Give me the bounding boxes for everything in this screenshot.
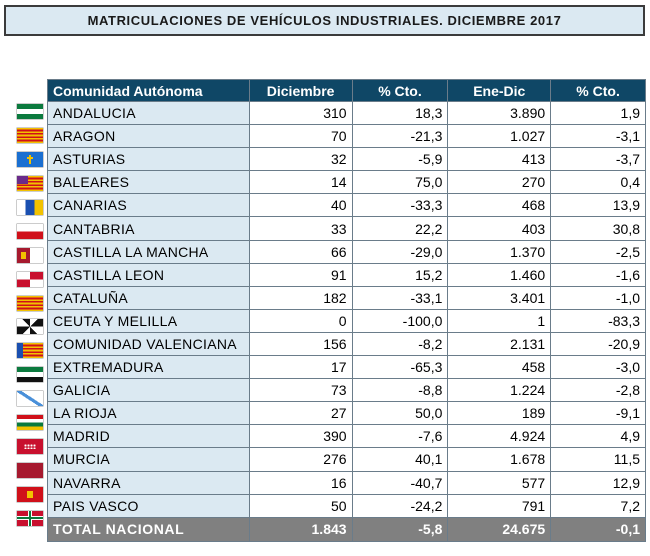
region-name: ASTURIAS [48, 148, 250, 171]
region-name: BALEARES [48, 171, 250, 194]
region-name: CATALUÑA [48, 286, 250, 309]
table-row [48, 332, 646, 355]
pais-vasco-flag-icon [17, 511, 43, 526]
cataluna-flag-icon [17, 296, 43, 311]
valencia-flag-icon [17, 343, 43, 358]
table-row [48, 148, 646, 171]
cto-ene-dic-value: -83,3 [551, 309, 646, 332]
region-name: CANARIAS [48, 194, 250, 217]
table-row [48, 379, 646, 402]
cto-ene-dic-value: -2,5 [551, 240, 646, 263]
ene-dic-value: 577 [448, 471, 551, 494]
table-row [48, 194, 646, 217]
total-diciembre-value: 1.843 [249, 517, 352, 541]
ene-dic-value: 1.678 [448, 448, 551, 471]
region-name: ANDALUCIA [48, 102, 250, 125]
registrations-table [47, 79, 646, 542]
cto-diciembre-value: 22,2 [352, 217, 448, 240]
ene-dic-value: 4.924 [448, 425, 551, 448]
cantabria-flag-icon [17, 224, 43, 239]
diciembre-value: 27 [249, 402, 352, 425]
extremadura-flag-icon [17, 367, 43, 382]
region-name: ARAGON [48, 125, 250, 148]
aragon-flag-icon [17, 128, 43, 143]
ene-dic-value: 458 [448, 356, 551, 379]
region-name: MADRID [48, 425, 250, 448]
flag-column [12, 100, 48, 530]
murcia-flag-icon [17, 463, 43, 478]
cto-diciembre-value: -21,3 [352, 125, 448, 148]
diciembre-value: 66 [249, 240, 352, 263]
total-label: TOTAL NACIONAL [48, 517, 250, 541]
ceuta-melilla-flag-icon [17, 319, 43, 334]
ene-dic-value: 3.401 [448, 286, 551, 309]
andalucia-flag-icon [17, 104, 43, 119]
ene-dic-value: 403 [448, 217, 551, 240]
cto-ene-dic-value: 1,9 [551, 102, 646, 125]
page-title: MATRICULACIONES DE VEHÍCULOS INDUSTRIALES. DICIEMBRE 2017 [87, 13, 562, 28]
cto-ene-dic-value: -3,1 [551, 125, 646, 148]
cto-ene-dic-value: 30,8 [551, 217, 646, 240]
diciembre-value: 390 [249, 425, 352, 448]
ene-dic-value: 189 [448, 402, 551, 425]
ene-dic-value: 791 [448, 494, 551, 517]
diciembre-value: 17 [249, 356, 352, 379]
header-cto-ene-dic: % Cto. [551, 80, 646, 102]
header-diciembre: Diciembre [249, 80, 352, 102]
cto-ene-dic-value: 7,2 [551, 494, 646, 517]
table-row [48, 356, 646, 379]
diciembre-value: 16 [249, 471, 352, 494]
ene-dic-value: 270 [448, 171, 551, 194]
total-cto-ene-dic-value: -0,1 [551, 517, 646, 541]
ene-dic-value: 1.027 [448, 125, 551, 148]
region-name: COMUNIDAD VALENCIANA [48, 332, 250, 355]
total-ene-dic-value: 24.675 [448, 517, 551, 541]
cto-ene-dic-value: -1,6 [551, 263, 646, 286]
cto-diciembre-value: 40,1 [352, 448, 448, 471]
region-name: MURCIA [48, 448, 250, 471]
diciembre-value: 32 [249, 148, 352, 171]
cto-ene-dic-value: 12,9 [551, 471, 646, 494]
table-row [48, 240, 646, 263]
cto-diciembre-value: -100,0 [352, 309, 448, 332]
table-row [48, 448, 646, 471]
la-rioja-flag-icon [17, 415, 43, 430]
ene-dic-value: 1.224 [448, 379, 551, 402]
region-name: CEUTA Y MELILLA [48, 309, 250, 332]
diciembre-value: 73 [249, 379, 352, 402]
cto-ene-dic-value: 11,5 [551, 448, 646, 471]
table-header-row [48, 80, 646, 102]
diciembre-value: 0 [249, 309, 352, 332]
cto-diciembre-value: 18,3 [352, 102, 448, 125]
ene-dic-value: 1 [448, 309, 551, 332]
diciembre-value: 70 [249, 125, 352, 148]
cto-ene-dic-value: 4,9 [551, 425, 646, 448]
diciembre-value: 40 [249, 194, 352, 217]
table-row [48, 309, 646, 332]
diciembre-value: 14 [249, 171, 352, 194]
table-row [48, 402, 646, 425]
cto-diciembre-value: -8,2 [352, 332, 448, 355]
galicia-flag-icon [17, 391, 43, 406]
total-row [48, 517, 646, 541]
table-row [48, 102, 646, 125]
cto-ene-dic-value: -20,9 [551, 332, 646, 355]
region-name: PAIS VASCO [48, 494, 250, 517]
cto-diciembre-value: -7,6 [352, 425, 448, 448]
cto-diciembre-value: -5,9 [352, 148, 448, 171]
diciembre-value: 276 [249, 448, 352, 471]
cto-diciembre-value: -33,3 [352, 194, 448, 217]
table-row [48, 425, 646, 448]
canarias-flag-icon [17, 200, 43, 215]
header-comunidad: Comunidad Autónoma [48, 80, 250, 102]
table-row [48, 125, 646, 148]
diciembre-value: 182 [249, 286, 352, 309]
header-cto-diciembre: % Cto. [352, 80, 448, 102]
region-name: LA RIOJA [48, 402, 250, 425]
asturias-flag-icon [17, 152, 43, 167]
ene-dic-value: 413 [448, 148, 551, 171]
cto-ene-dic-value: 0,4 [551, 171, 646, 194]
table-row [48, 471, 646, 494]
castilla-leon-flag-icon [17, 272, 43, 287]
madrid-flag-icon [17, 439, 43, 454]
cto-diciembre-value: 75,0 [352, 171, 448, 194]
ene-dic-value: 1.370 [448, 240, 551, 263]
diciembre-value: 156 [249, 332, 352, 355]
ene-dic-value: 468 [448, 194, 551, 217]
cto-ene-dic-value: -1,0 [551, 286, 646, 309]
ene-dic-value: 1.460 [448, 263, 551, 286]
total-cto-diciembre-value: -5,8 [352, 517, 448, 541]
region-name: CASTILLA LEON [48, 263, 250, 286]
ene-dic-value: 3.890 [448, 102, 551, 125]
cto-diciembre-value: -24,2 [352, 494, 448, 517]
region-name: EXTREMADURA [48, 356, 250, 379]
cto-diciembre-value: -29,0 [352, 240, 448, 263]
cto-diciembre-value: -65,3 [352, 356, 448, 379]
region-name: CANTABRIA [48, 217, 250, 240]
cto-diciembre-value: 15,2 [352, 263, 448, 286]
cto-ene-dic-value: -2,8 [551, 379, 646, 402]
table-row [48, 494, 646, 517]
diciembre-value: 50 [249, 494, 352, 517]
title-box [4, 5, 645, 36]
cto-ene-dic-value: -3,0 [551, 356, 646, 379]
ene-dic-value: 2.131 [448, 332, 551, 355]
cto-ene-dic-value: 13,9 [551, 194, 646, 217]
cto-diciembre-value: -33,1 [352, 286, 448, 309]
region-name: NAVARRA [48, 471, 250, 494]
cto-ene-dic-value: -3,7 [551, 148, 646, 171]
table-row [48, 286, 646, 309]
table-row [48, 171, 646, 194]
cto-diciembre-value: -8,8 [352, 379, 448, 402]
table-row [48, 217, 646, 240]
header-ene-dic: Ene-Dic [448, 80, 551, 102]
diciembre-value: 91 [249, 263, 352, 286]
cto-ene-dic-value: -9,1 [551, 402, 646, 425]
diciembre-value: 33 [249, 217, 352, 240]
table-row [48, 263, 646, 286]
region-name: CASTILLA LA MANCHA [48, 240, 250, 263]
cto-diciembre-value: -40,7 [352, 471, 448, 494]
castilla-la-mancha-flag-icon [17, 248, 43, 263]
diciembre-value: 310 [249, 102, 352, 125]
baleares-flag-icon [17, 176, 43, 191]
region-name: GALICIA [48, 379, 250, 402]
cto-diciembre-value: 50,0 [352, 402, 448, 425]
navarra-flag-icon [17, 487, 43, 502]
